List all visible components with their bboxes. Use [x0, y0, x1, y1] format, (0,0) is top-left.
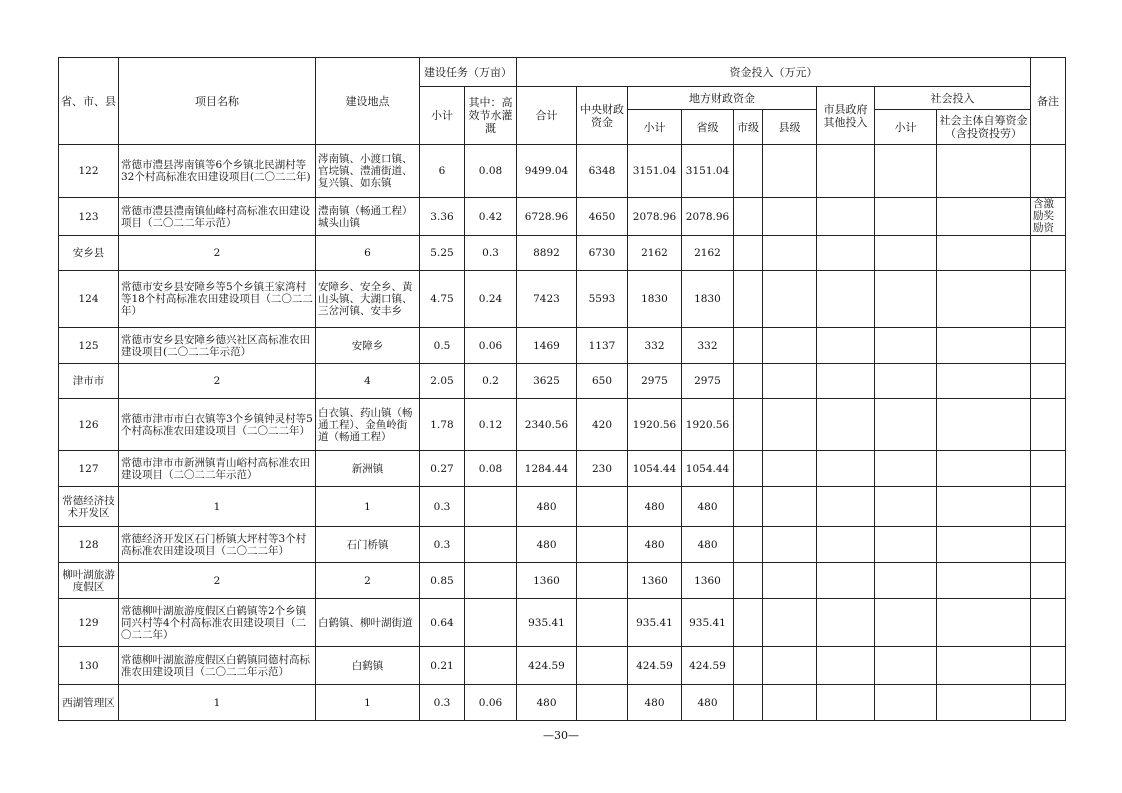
cell-social-self — [937, 647, 1031, 685]
cell-note — [1031, 563, 1066, 599]
cell-local-subtotal: 3151.04 — [628, 145, 682, 198]
cell-province: 2162 — [682, 236, 734, 271]
cell-task-efficient — [465, 599, 517, 647]
cell-total: 6728.96 — [517, 198, 577, 236]
header-region: 省、市、县 — [59, 58, 119, 145]
cell-note — [1031, 236, 1066, 271]
cell-project-name: 常德市安乡县安障乡等5个乡镇王家湾村等18个村高标准农田建设项目（二〇二二年） — [119, 271, 316, 328]
cell-social-subtotal — [875, 271, 937, 328]
cell-region: 常德经济技术开发区 — [59, 487, 119, 527]
cell-local-subtotal: 2078.96 — [628, 198, 682, 236]
cell-social-subtotal — [875, 236, 937, 271]
cell-county — [763, 145, 817, 198]
cell-county — [763, 685, 817, 721]
cell-task: 5.25 — [420, 236, 465, 271]
cell-note: 含激励奖励资 — [1031, 198, 1066, 236]
cell-social-self — [937, 328, 1031, 364]
cell-location: 新洲镇 — [316, 451, 420, 487]
cell-note — [1031, 487, 1066, 527]
cell-total: 480 — [517, 487, 577, 527]
cell-task: 0.3 — [420, 487, 465, 527]
cell-region: 123 — [59, 198, 119, 236]
cell-city — [734, 451, 763, 487]
cell-total: 7423 — [517, 271, 577, 328]
cell-local-subtotal: 935.41 — [628, 599, 682, 647]
cell-note — [1031, 145, 1066, 198]
cell-province: 1360 — [682, 563, 734, 599]
cell-social-subtotal — [875, 527, 937, 563]
cell-local-subtotal: 1054.44 — [628, 451, 682, 487]
cell-county — [763, 364, 817, 399]
cell-county — [763, 399, 817, 451]
cell-social-subtotal — [875, 399, 937, 451]
cell-city — [734, 198, 763, 236]
cell-province: 480 — [682, 527, 734, 563]
table-row — [59, 685, 1066, 721]
cell-county — [763, 647, 817, 685]
cell-project-name: 常德市津市市新洲镇青山峪村高标准农田建设项目（二〇二二年示范） — [119, 451, 316, 487]
cell-region: 122 — [59, 145, 119, 198]
cell-local-subtotal: 332 — [628, 328, 682, 364]
cell-central: 650 — [577, 364, 628, 399]
cell-task: 2.05 — [420, 364, 465, 399]
table-row — [59, 487, 1066, 527]
cell-project-name: 常德经济开发区石门桥镇大坪村等3个村高标准农田建设项目（二〇二二年） — [119, 527, 316, 563]
header-task-subtotal: 小计 — [420, 87, 465, 145]
cell-region: 125 — [59, 328, 119, 364]
cell-region: 124 — [59, 271, 119, 328]
cell-region: 130 — [59, 647, 119, 685]
cell-project-name: 常德市安乡县安障乡德兴社区高标准农田建设项目(二〇二二年示范） — [119, 328, 316, 364]
header-location: 建设地点 — [316, 58, 420, 145]
cell-central: 230 — [577, 451, 628, 487]
cell-central: 5593 — [577, 271, 628, 328]
cell-location: 白鹤镇 — [316, 647, 420, 685]
cell-project-name: 常德市津市市白衣镇等3个乡镇钟灵村等5个村高标准农田建设项目（二〇二二年） — [119, 399, 316, 451]
cell-central: 6348 — [577, 145, 628, 198]
cell-task-efficient — [465, 647, 517, 685]
cell-city — [734, 527, 763, 563]
cell-province: 1054.44 — [682, 451, 734, 487]
header-task: 建设任务（万亩） — [420, 58, 517, 87]
cell-total: 1360 — [517, 563, 577, 599]
header-total: 合计 — [517, 87, 577, 145]
cell-social-subtotal — [875, 198, 937, 236]
page-number: —30— — [543, 729, 579, 742]
cell-central: 6730 — [577, 236, 628, 271]
cell-social-self — [937, 145, 1031, 198]
header-central: 中央财政资金 — [577, 87, 628, 145]
cell-total: 480 — [517, 527, 577, 563]
cell-location: 安障乡 — [316, 328, 420, 364]
cell-region: 津市市 — [59, 364, 119, 399]
header-local-county: 县级 — [763, 110, 817, 145]
header-social: 社会投入 — [875, 87, 1031, 110]
table-row — [59, 451, 1066, 487]
cell-task: 4.75 — [420, 271, 465, 328]
cell-task-efficient: 0.08 — [465, 451, 517, 487]
header-local: 地方财政资金 — [628, 87, 817, 110]
cell-total: 1284.44 — [517, 451, 577, 487]
cell-location: 石门桥镇 — [316, 527, 420, 563]
cell-note — [1031, 364, 1066, 399]
cell-county — [763, 563, 817, 599]
cell-location: 4 — [316, 364, 420, 399]
cell-local-subtotal: 1920.56 — [628, 399, 682, 451]
cell-city — [734, 599, 763, 647]
table-row — [59, 647, 1066, 685]
cell-social-self — [937, 599, 1031, 647]
cell-region: 127 — [59, 451, 119, 487]
cell-region: 129 — [59, 599, 119, 647]
cell-province: 1830 — [682, 271, 734, 328]
cell-social-self — [937, 271, 1031, 328]
cell-province: 424.59 — [682, 647, 734, 685]
cell-project-name: 常德市澧县澧南镇仙峰村高标准农田建设项目（二〇二二年示范） — [119, 198, 316, 236]
cell-task-efficient: 0.24 — [465, 271, 517, 328]
cell-social-self — [937, 451, 1031, 487]
table-row — [59, 271, 1066, 328]
cell-city — [734, 647, 763, 685]
cell-task-efficient: 0.12 — [465, 399, 517, 451]
cell-note — [1031, 328, 1066, 364]
header-social-self: 社会主体自筹资金（含投资投劳） — [937, 110, 1031, 145]
cell-task: 0.64 — [420, 599, 465, 647]
cell-gov — [817, 527, 875, 563]
cell-task: 0.3 — [420, 527, 465, 563]
table-row — [59, 399, 1066, 451]
cell-city — [734, 399, 763, 451]
table-row — [59, 236, 1066, 271]
cell-local-subtotal: 480 — [628, 487, 682, 527]
cell-total: 1469 — [517, 328, 577, 364]
cell-location: 6 — [316, 236, 420, 271]
cell-task-efficient: 0.06 — [465, 328, 517, 364]
cell-region: 128 — [59, 527, 119, 563]
cell-social-subtotal — [875, 563, 937, 599]
cell-project-name: 2 — [119, 236, 316, 271]
cell-project-name: 常德市澧县涔南镇等6个乡镇北民湖村等32个村高标准农田建设项目(二〇二二年) — [119, 145, 316, 198]
cell-province: 332 — [682, 328, 734, 364]
table-row — [59, 527, 1066, 563]
cell-location: 白鹤镇、柳叶湖街道 — [316, 599, 420, 647]
cell-central — [577, 685, 628, 721]
table-row — [59, 364, 1066, 399]
cell-project-name: 常德柳叶湖旅游度假区白鹤镇等2个乡镇同兴村等4个村高标准农田建设项目（二〇二二年） — [119, 599, 316, 647]
table-row — [59, 145, 1066, 198]
cell-central: 1137 — [577, 328, 628, 364]
cell-location: 1 — [316, 487, 420, 527]
cell-task: 3.36 — [420, 198, 465, 236]
cell-central — [577, 527, 628, 563]
cell-city — [734, 271, 763, 328]
cell-county — [763, 487, 817, 527]
cell-location: 澧南镇（畅通工程）城头山镇 — [316, 198, 420, 236]
cell-task: 0.85 — [420, 563, 465, 599]
cell-social-self — [937, 198, 1031, 236]
cell-task-efficient — [465, 527, 517, 563]
cell-note — [1031, 451, 1066, 487]
table-row — [59, 198, 1066, 236]
cell-total: 3625 — [517, 364, 577, 399]
cell-central — [577, 599, 628, 647]
cell-social-subtotal — [875, 364, 937, 399]
cell-city — [734, 328, 763, 364]
cell-total: 935.41 — [517, 599, 577, 647]
funding-table — [58, 57, 1066, 721]
cell-social-subtotal — [875, 328, 937, 364]
cell-county — [763, 328, 817, 364]
cell-local-subtotal: 424.59 — [628, 647, 682, 685]
cell-county — [763, 451, 817, 487]
cell-county — [763, 198, 817, 236]
cell-social-self — [937, 563, 1031, 599]
cell-social-self — [937, 527, 1031, 563]
cell-project-name: 常德柳叶湖旅游度假区白鹤镇同德村高标准农田建设项目（二〇二二年示范） — [119, 647, 316, 685]
cell-province: 480 — [682, 685, 734, 721]
cell-location: 安障乡、安全乡、黄山头镇、大湖口镇、三岔河镇、安丰乡 — [316, 271, 420, 328]
cell-location: 涔南镇、小渡口镇、官垸镇、澧浦街道、复兴镇、如东镇 — [316, 145, 420, 198]
cell-city — [734, 236, 763, 271]
cell-city — [734, 364, 763, 399]
cell-city — [734, 487, 763, 527]
cell-task-efficient: 0.2 — [465, 364, 517, 399]
cell-local-subtotal: 2975 — [628, 364, 682, 399]
cell-province: 2975 — [682, 364, 734, 399]
header-task-efficient: 其中：高效节水灌溉 — [465, 87, 517, 145]
cell-location: 白衣镇、药山镇（畅通工程）、金鱼岭街道（畅通工程） — [316, 399, 420, 451]
cell-project-name: 2 — [119, 364, 316, 399]
cell-county — [763, 271, 817, 328]
cell-county — [763, 527, 817, 563]
cell-location: 2 — [316, 563, 420, 599]
cell-location: 1 — [316, 685, 420, 721]
cell-total: 9499.04 — [517, 145, 577, 198]
cell-social-subtotal — [875, 487, 937, 527]
cell-task-efficient: 0.3 — [465, 236, 517, 271]
cell-social-subtotal — [875, 647, 937, 685]
cell-social-subtotal — [875, 599, 937, 647]
cell-central: 4650 — [577, 198, 628, 236]
cell-region: 柳叶湖旅游度假区 — [59, 563, 119, 599]
cell-note — [1031, 399, 1066, 451]
cell-social-subtotal — [875, 685, 937, 721]
cell-task-efficient: 0.08 — [465, 145, 517, 198]
cell-task: 0.27 — [420, 451, 465, 487]
cell-city — [734, 685, 763, 721]
cell-gov — [817, 236, 875, 271]
cell-social-self — [937, 399, 1031, 451]
cell-social-self — [937, 236, 1031, 271]
cell-social-self — [937, 685, 1031, 721]
cell-gov — [817, 647, 875, 685]
cell-social-self — [937, 487, 1031, 527]
cell-task-efficient: 0.06 — [465, 685, 517, 721]
header-funds: 资金投入（万元） — [517, 58, 1031, 87]
cell-province: 935.41 — [682, 599, 734, 647]
cell-gov — [817, 271, 875, 328]
cell-task: 0.21 — [420, 647, 465, 685]
cell-city — [734, 145, 763, 198]
header-local-province: 省级 — [682, 110, 734, 145]
table-row — [59, 599, 1066, 647]
cell-local-subtotal: 1830 — [628, 271, 682, 328]
cell-social-subtotal — [875, 451, 937, 487]
cell-gov — [817, 145, 875, 198]
cell-social-subtotal — [875, 145, 937, 198]
cell-local-subtotal: 480 — [628, 527, 682, 563]
header-local-subtotal: 小计 — [628, 110, 682, 145]
cell-gov — [817, 451, 875, 487]
cell-project-name: 1 — [119, 685, 316, 721]
cell-gov — [817, 198, 875, 236]
cell-total: 2340.56 — [517, 399, 577, 451]
cell-task-efficient — [465, 487, 517, 527]
cell-project-name: 1 — [119, 487, 316, 527]
header-project-name: 项目名称 — [119, 58, 316, 145]
cell-project-name: 2 — [119, 563, 316, 599]
cell-task-efficient — [465, 563, 517, 599]
cell-gov — [817, 685, 875, 721]
cell-note — [1031, 271, 1066, 328]
cell-gov — [817, 328, 875, 364]
cell-province: 3151.04 — [682, 145, 734, 198]
cell-gov — [817, 599, 875, 647]
cell-task-efficient: 0.42 — [465, 198, 517, 236]
cell-local-subtotal: 2162 — [628, 236, 682, 271]
cell-task: 1.78 — [420, 399, 465, 451]
cell-local-subtotal: 480 — [628, 685, 682, 721]
cell-province: 2078.96 — [682, 198, 734, 236]
cell-gov — [817, 563, 875, 599]
header-local-city: 市级 — [734, 110, 763, 145]
header-note: 备注 — [1031, 58, 1066, 145]
cell-note — [1031, 647, 1066, 685]
cell-gov — [817, 399, 875, 451]
table-row — [59, 563, 1066, 599]
cell-county — [763, 599, 817, 647]
cell-region: 126 — [59, 399, 119, 451]
table-row — [59, 328, 1066, 364]
cell-gov — [817, 487, 875, 527]
cell-social-self — [937, 364, 1031, 399]
header-social-subtotal: 小计 — [875, 110, 937, 145]
cell-central — [577, 487, 628, 527]
cell-gov — [817, 364, 875, 399]
cell-note — [1031, 599, 1066, 647]
cell-province: 480 — [682, 487, 734, 527]
cell-task: 0.5 — [420, 328, 465, 364]
cell-central — [577, 647, 628, 685]
header-city-gov: 市县政府其他投入 — [817, 87, 875, 145]
cell-central: 420 — [577, 399, 628, 451]
cell-note — [1031, 527, 1066, 563]
cell-province: 1920.56 — [682, 399, 734, 451]
cell-note — [1031, 685, 1066, 721]
cell-region: 西湖管理区 — [59, 685, 119, 721]
cell-total: 480 — [517, 685, 577, 721]
cell-task: 6 — [420, 145, 465, 198]
cell-central — [577, 563, 628, 599]
cell-county — [763, 236, 817, 271]
cell-local-subtotal: 1360 — [628, 563, 682, 599]
cell-total: 8892 — [517, 236, 577, 271]
cell-task: 0.3 — [420, 685, 465, 721]
cell-city — [734, 563, 763, 599]
cell-total: 424.59 — [517, 647, 577, 685]
cell-region: 安乡县 — [59, 236, 119, 271]
